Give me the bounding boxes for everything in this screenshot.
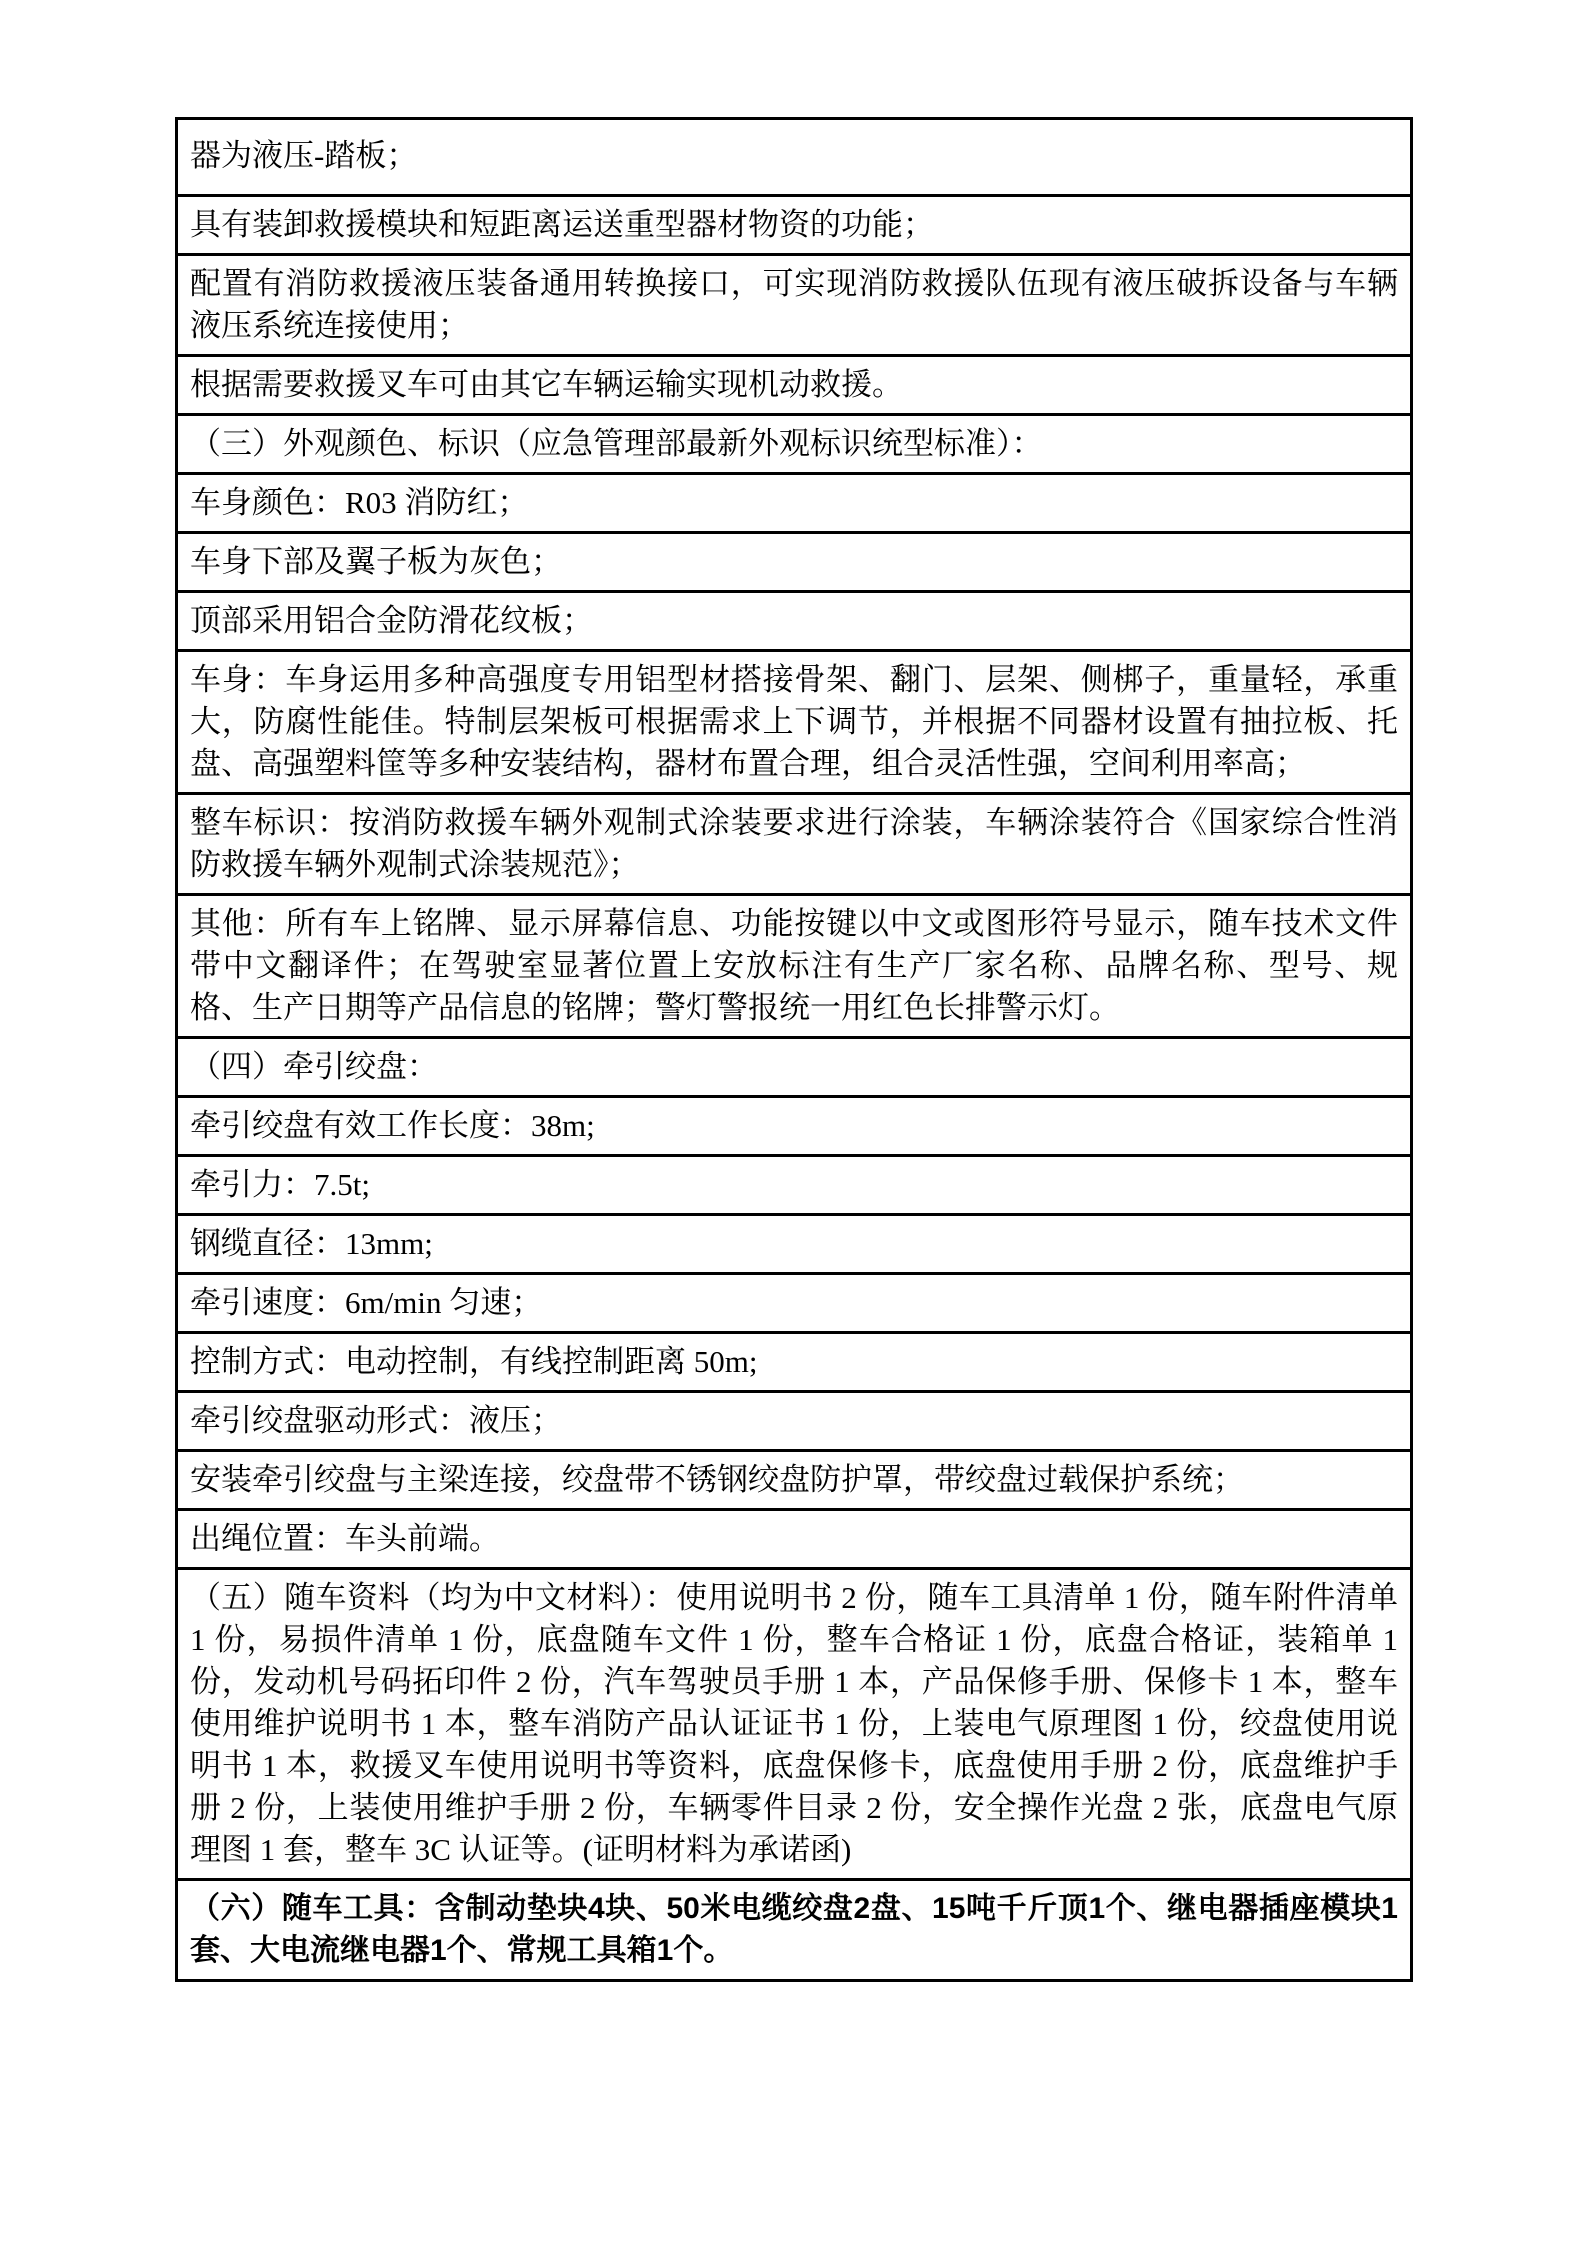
table-row [177, 1038, 1412, 1097]
table-row [177, 1451, 1412, 1510]
table-cell-text: 出绳位置：车头前端。 [177, 1510, 1412, 1569]
table-row [177, 415, 1412, 474]
table-cell-text: 具有装卸救援模块和短距离运送重型器材物资的功能； [177, 196, 1412, 255]
table-cell-text: 配置有消防救援液压装备通用转换接口，可实现消防救援队伍现有液压破拆设备与车辆液压系统连接使用； [177, 255, 1412, 356]
table-cell-text: （三）外观颜色、标识（应急管理部最新外观标识统型标准）： [177, 415, 1412, 474]
table-row [177, 895, 1412, 1038]
table-row [177, 533, 1412, 592]
table-row [177, 1215, 1412, 1274]
table-row [177, 1569, 1412, 1880]
table-cell-text: 车身下部及翼子板为灰色； [177, 533, 1412, 592]
table-row [177, 474, 1412, 533]
table-cell-text: 牵引绞盘驱动形式：液压； [177, 1392, 1412, 1451]
table-row [177, 1274, 1412, 1333]
table-row [177, 255, 1412, 356]
table-cell-text: 牵引速度：6m/min 匀速； [177, 1274, 1412, 1333]
spec-table [175, 117, 1413, 1982]
spec-table-body [177, 119, 1412, 1981]
table-cell-text: 根据需要救援叉车可由其它车辆运输实现机动救援。 [177, 356, 1412, 415]
table-row [177, 651, 1412, 794]
table-cell-text: 器为液压-踏板； [177, 119, 1412, 196]
table-row [177, 794, 1412, 895]
table-row [177, 1510, 1412, 1569]
table-cell-text: 钢缆直径：13mm; [177, 1215, 1412, 1274]
table-row [177, 196, 1412, 255]
table-row [177, 1392, 1412, 1451]
table-cell-text: 车身颜色：R03 消防红； [177, 474, 1412, 533]
table-cell-text: （五）随车资料（均为中文材料）：使用说明书 2 份，随车工具清单 1 份，随车附件清单 1 份，易损件清单 1 份，底盘随车文件 1 份，整车合格证 1 份，底盘合格证，装箱单 1 份，发动机号码拓印件 2 份，汽车驾驶员手册 1 本，产品保修手册、保修卡 1 本，整车使用维护说明书 1 本，整车消防产品认证证书 1 份，上装电气原理图 1 份，绞盘使用说明书 1 本，救援叉车使用说明书等资料，底盘保修卡，底盘使用手册 2 份，底盘维护手册 2 份，上装使用维护手册 2 份，车辆零件目录 2 份，安全操作光盘 2 张，底盘电气原理图 1 套，整车 3C 认证等。(证明材料为承诺函) [177, 1569, 1412, 1880]
table-cell-text: 顶部采用铝合金防滑花纹板； [177, 592, 1412, 651]
table-cell-text: 安装牵引绞盘与主梁连接，绞盘带不锈钢绞盘防护罩，带绞盘过载保护系统； [177, 1451, 1412, 1510]
table-cell-text: 车身：车身运用多种高强度专用铝型材搭接骨架、翻门、层架、侧梆子，重量轻，承重大，防腐性能佳。特制层架板可根据需求上下调节，并根据不同器材设置有抽拉板、托盘、高强塑料筐等多种安装结构，器材布置合理，组合灵活性强，空间利用率高； [177, 651, 1412, 794]
table-cell-text: 整车标识：按消防救援车辆外观制式涂装要求进行涂装，车辆涂装符合《国家综合性消防救援车辆外观制式涂装规范》； [177, 794, 1412, 895]
table-row [177, 119, 1412, 196]
table-row [177, 1097, 1412, 1156]
table-cell-text: （六）随车工具：含制动垫块4块、50米电缆绞盘2盘、15吨千斤顶1个、继电器插座模块1套、大电流继电器1个、常规工具箱1个。 [177, 1880, 1412, 1981]
table-row [177, 1333, 1412, 1392]
table-row [177, 1880, 1412, 1981]
table-cell-text: 控制方式：电动控制，有线控制距离 50m; [177, 1333, 1412, 1392]
table-cell-text: 其他：所有车上铭牌、显示屏幕信息、功能按键以中文或图形符号显示，随车技术文件带中文翻译件；在驾驶室显著位置上安放标注有生产厂家名称、品牌名称、型号、规格、生产日期等产品信息的铭牌；警灯警报统一用红色长排警示灯。 [177, 895, 1412, 1038]
table-cell-text: 牵引力：7.5t; [177, 1156, 1412, 1215]
table-cell-text: （四）牵引绞盘： [177, 1038, 1412, 1097]
table-row [177, 356, 1412, 415]
table-row [177, 592, 1412, 651]
table-cell-text: 牵引绞盘有效工作长度：38m; [177, 1097, 1412, 1156]
table-row [177, 1156, 1412, 1215]
